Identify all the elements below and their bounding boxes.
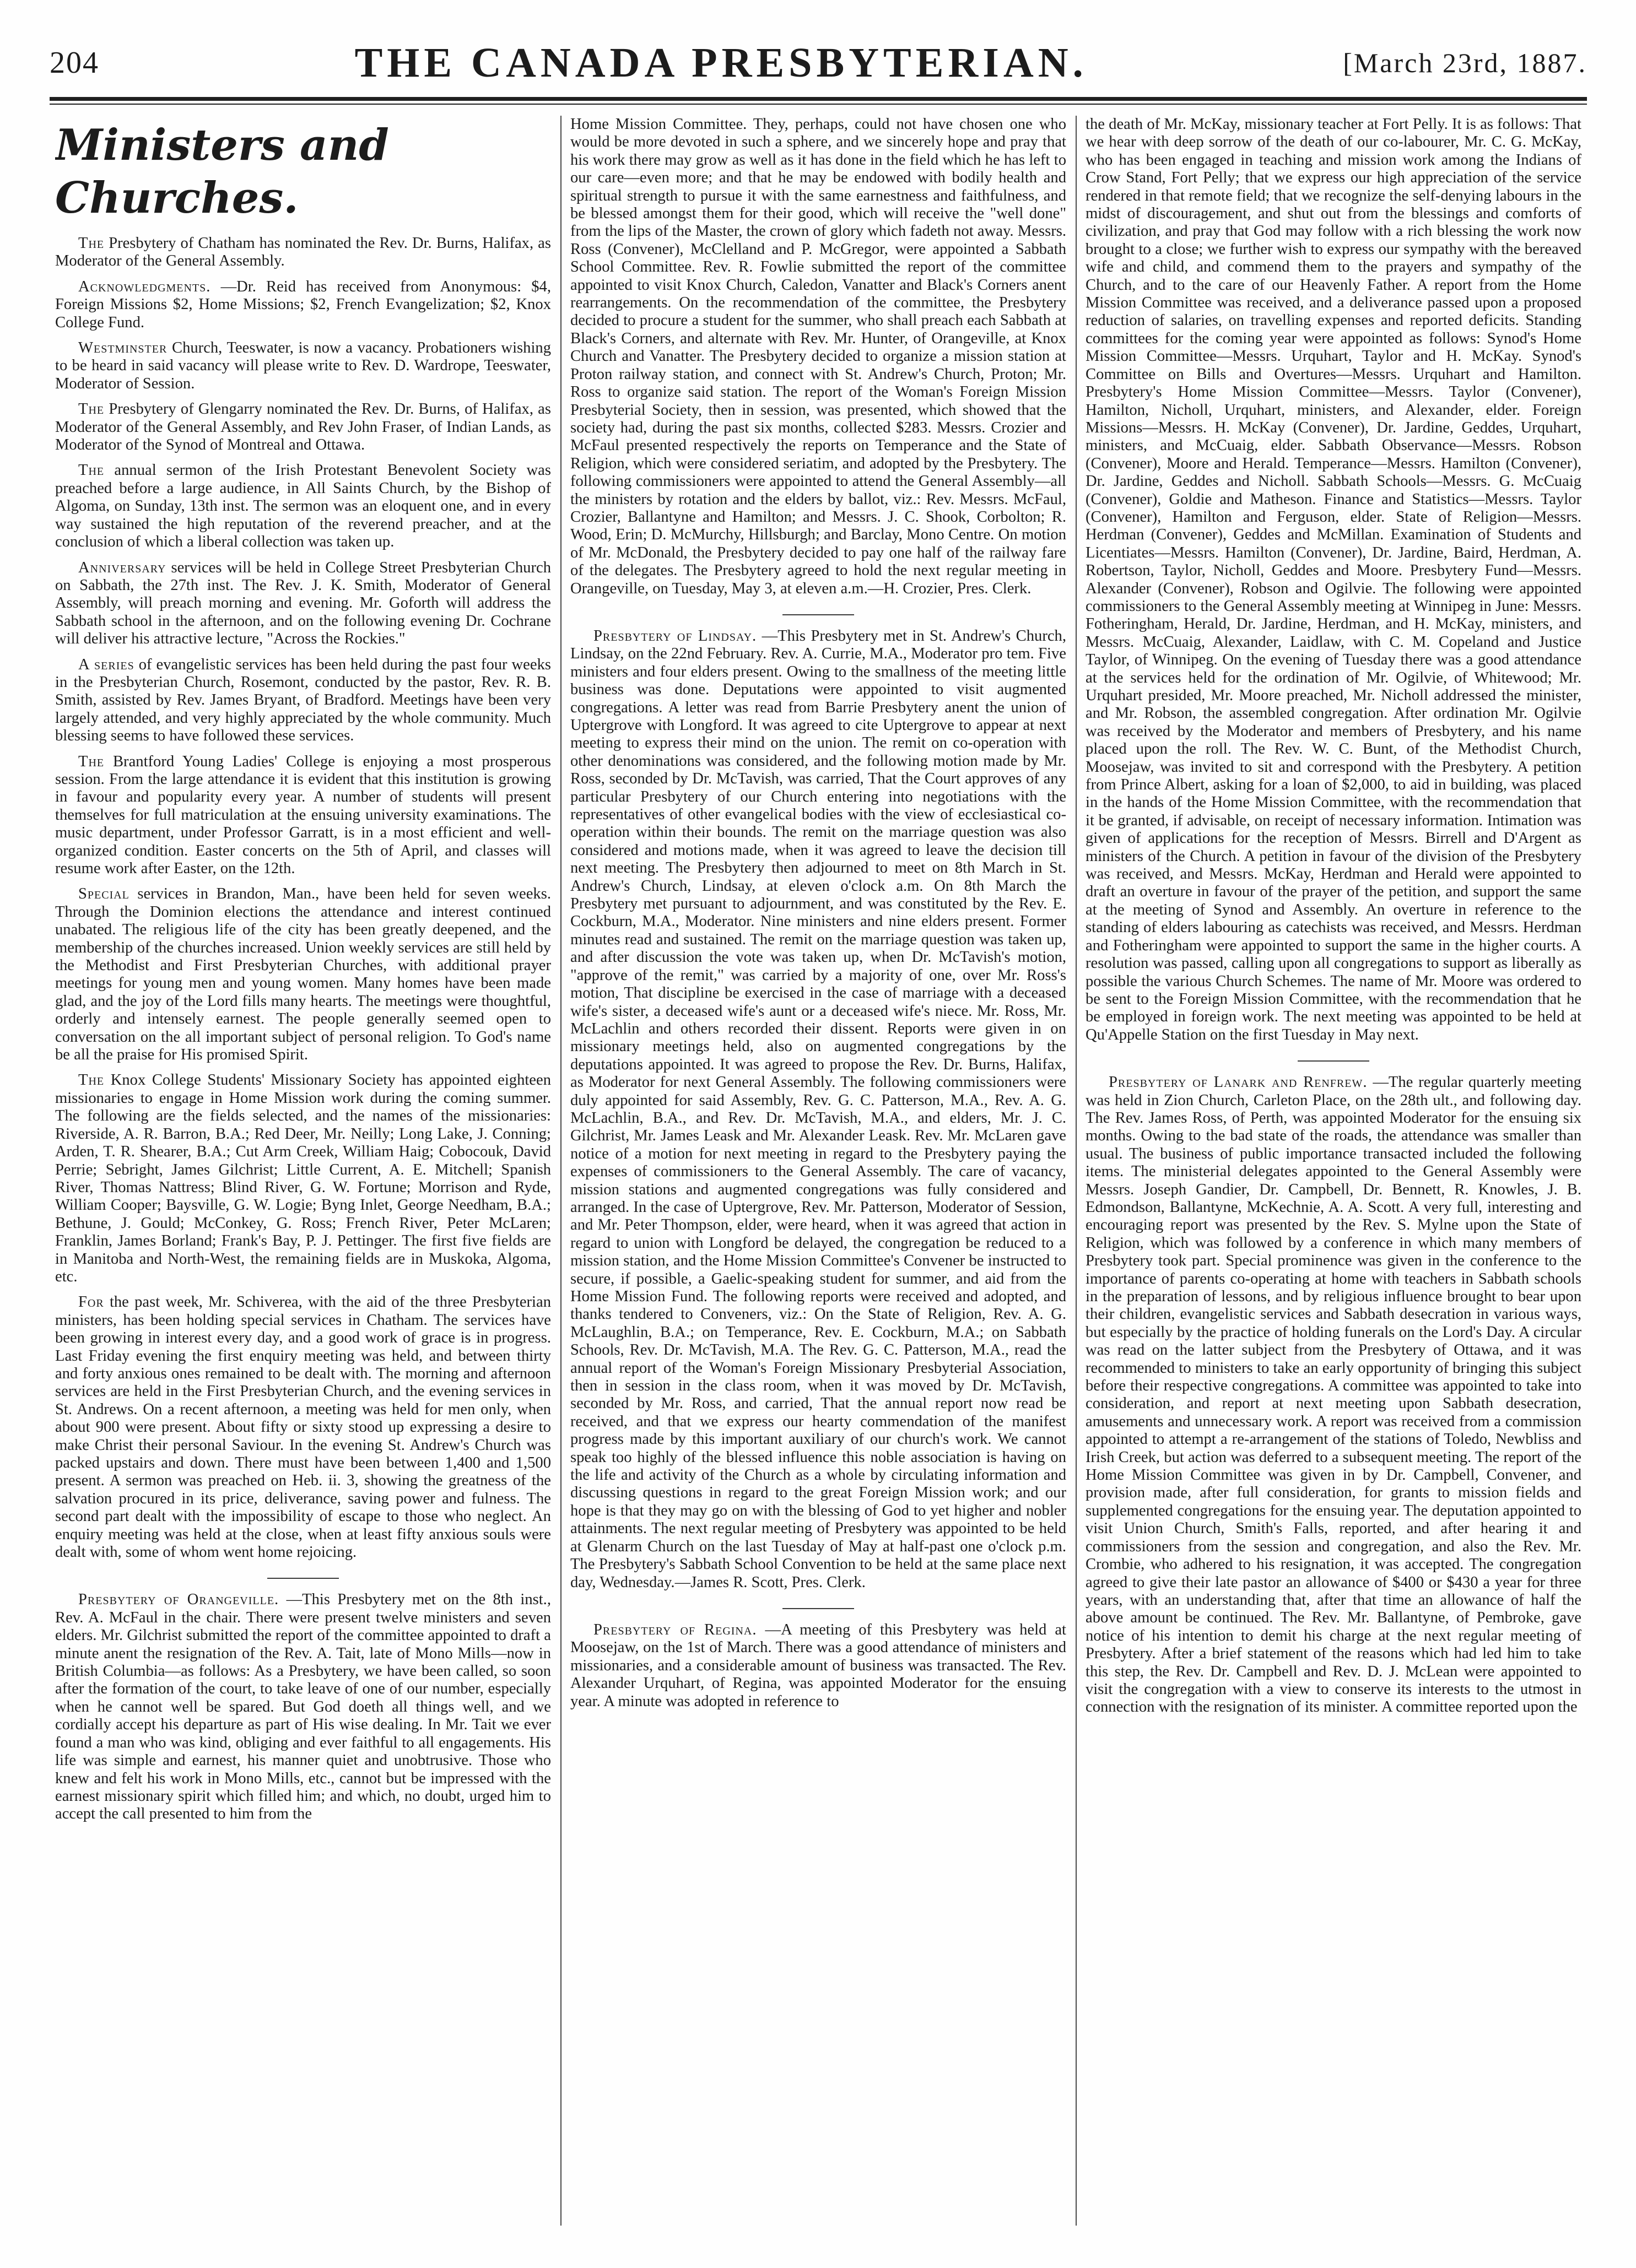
article-paragraph: [55, 462, 551, 551]
paragraph-lead: Special: [78, 885, 129, 903]
masthead: THE CANADA PRESBYTERIAN.: [354, 39, 1088, 86]
paragraph-text: Knox College Students' Missionary Society has appointed eighteen missionaries to engage in Home Mission work during the coming summer. The following are the fields selected, and the names of the missionaries: Riverside, A. R. Barron, B.A.; Red Deer, Mr. Neilly; Long Lake, J. Conning; Arden, T. R. Shearer, B.A.; Cut Arm Creek, William Haig; Cobocouk, David Perrie; Sebright, James Gilchrist; Little Current, A. E. Mitchell; Spanish River, Thomas Nattress; Blind River, G. W. Fortune; Morrison and Ryde, William Cooper; Baysville, G. W. Logie; Byng Inlet, George Needham, B.A.; Bethune, J. Gould; McConkey, G. Ross; French River, Peter McLaren; Franklin, James Borland; Frank's Bay, P. J. Pettinger. The first five fields are in Manitoba and North-West, the remaining fields are in Muskoka, Algoma, etc.: [55, 1071, 551, 1285]
issue-date: [March 23rd, 1887.: [1343, 47, 1587, 78]
article-paragraph: [55, 656, 551, 745]
paragraph-text: annual sermon of the Irish Protestant Benevolent Society was preached before a large audience, in All Saints Church, by the Bishop of Algoma, on Sunday, 13th inst. The sermon was an eloquent one, and in every way sustained the high reputation of the reverend preacher, and at the conclusion of which a liberal collection was taken up.: [55, 462, 551, 551]
paragraph-text: services in Brandon, Man., have been held for seven weeks. Through the Dominion elections the attendance and interest continued unabated. The religious life of the city has been greatly deepened, and the membership of the churches increased. Union weekly services are still held by the Methodist and First Presbyterian Churches, with additional prayer meetings for young men and young women. Many homes have been made glad, and the joy of the Lord fills many hearts. The meetings were thoughtful, orderly and intensely earnest. The people generally seemed open to conversation on the all important subject of personal religion. To God's name be all the praise for His promised Spirit.: [55, 885, 551, 1064]
paragraph-lead: Presbytery of Orangeville.: [78, 1591, 279, 1609]
paragraph-text: —This Presbytery met on the 8th inst., Rev. A. McFaul in the chair. There were present twelve ministers and seven elders. Mr. Gilchrist submitted the report of the committee appointed to draft a minute anent the resignation of the Rev. A. Tait, late of Mono Mills—now in British Columbia—as follows: As a Presbytery, we have been called, so soon after the formation of the court, to take leave of one of our number, especially when he cannot well be spared. But God doeth all things well, and we cordially accept his departure as part of His wise dealing. In Mr. Tait we ever found a man who was kind, obliging and ever faithful to all engagements. His life was simple and earnest, his manner quiet and unobtrusive. Those who knew and felt his work in Mono Mills, etc., cannot but be impressed with the earnest missionary spirit which filled him; and which, no doubt, urged him to accept the call presented to him from the: [55, 1591, 551, 1823]
article-paragraph: [55, 1293, 551, 1561]
paragraph-text: of evangelistic services has been held during the past four weeks in the Presbyterian Church, Rosemont, conducted by the pastor, Rev. R. B. Smith, assisted by Rev. James Bryant, of Bradford. Meetings have been very largely attended, and very highly appreciated by the whole community. Much blessing seems to have followed these services.: [55, 656, 551, 745]
article-paragraph: [55, 339, 551, 393]
article-paragraph: [55, 1591, 551, 1823]
column-divider: [1076, 116, 1077, 2226]
article-divider: [782, 1608, 854, 1609]
paragraph-text: —The regular quarterly meeting was held in Zion Church, Carleton Place, on the 28th ult., and following day. The Rev. James Ross, of Perth, was appointed Moderator for the ensuing six months. Owing to the bad state of the roads, the attendance was smaller than usual. The business of public importance transacted included the following items. The ministerial delegates appointed to the General Assembly were Messrs. Joseph Gandier, Dr. Campbell, Dr. Bennett, R. Knowles, J. B. Edmondson, Ballantyne, McKechnie, A. A. Scott. A very full, interesting and encouraging report was presented by the Rev. S. Mylne upon the State of Religion, which was followed by a conference in which many members of Presbytery took part. Special prominence was given in the conference to the importance of parents co-operating at home with teachers in Sabbath schools in the preparation of lessons, and by religious influence brought to bear upon their children, evangelistic services and Sabbath desecration in various ways, but especially by the practice of holding funerals on the Lord's Day. A circular was read on the latter subject from the Presbytery of Ottawa, and it was recommended to ministers to take an early opportunity of bringing this subject before their respective congregations. A committee was appointed to take into consideration, and report at next meeting upon Sabbath desecration, amusements and unnecessary work. A report was received from a commission appointed to attempt a re-arrangement of the stations of Toledo, Newbliss and Irish Creek, but action was deferred to a subsequent meeting. The report of the Home Mission Committee was given in by Dr. Campbell, Convener, and provision made, after full consideration, for grants to mission fields and supplemented congregations for the ensuing year. The deputation appointed to visit Union Church, Smith's Falls, reported, and after hearing it and commissioners from the session and congregation, and also the Rev. Mr. Crombie, who adhered to his resignation, it was accepted. The congregation agreed to give their late pastor an allowance of $400 or $430 a year for three years, with an understanding that, after that time an allowance of half the above amount be continued. The Rev. Mr. Ballantyne, of Pembroke, gave notice of his intention to demit his charge at the next regular meeting of Presbytery. After a brief statement of the reasons which had led him to take this step, the Rev. Dr. Campbell and Rev. D. J. McLean were appointed to visit the congregation with a view to conserve its interests to the utmost in connection with the resignation of its minister. A committee reported upon the: [1086, 1074, 1581, 1716]
column-2: [570, 116, 1066, 2237]
article-paragraph: [570, 627, 1066, 1592]
paragraph-lead: The: [78, 753, 105, 770]
article-divider: [1298, 1060, 1369, 1062]
paragraph-lead: Anniversary: [78, 559, 166, 576]
paragraph-lead: Presbytery of Lanark and Renfrew.: [1109, 1074, 1368, 1091]
article-paragraph: [1086, 116, 1581, 1044]
column-divider: [560, 116, 561, 2226]
paragraph-text: the past week, Mr. Schiverea, with the aid of the three Presbyterian ministers, has been holding special services in Chatham. The services have been growing in interest every day, and a good work of grace is in progress. Last Friday evening the first enquiry meeting was held, and between thirty and forty anxious ones remained to be dealt with. The morning and afternoon services are held in the First Presbyterian Church, and the evening services in St. Andrews. On a recent afternoon, a meeting was held for men only, when about 900 were present. About fifty or sixty stood up expressing a desire to make Christ their personal Saviour. In the evening St. Andrew's Church was packed upstairs and down. There must have been between 1,400 and 1,500 present. A sermon was preached on Heb. ii. 3, showing the greatness of the salvation procured in its price, deliverance, saving power and fulness. The second part dealt with the impossibility of escape to those who neglect. An enquiry meeting was held at the close, when at least fifty anxious souls were dealt with, some of whom went home rejoicing.: [55, 1293, 551, 1561]
paragraph-text: Home Mission Committee. They, perhaps, could not have chosen one who would be more devoted in such a sphere, and we sincerely hope and pray that his work there may grow as well as it has done in the field which he has left to our care—even more; and that he may be endowed with bodily health and spiritual strength to pursue it with the same earnestness and faithfulness, and be blessed amongst them for their good, which will receive the "well done" from the lips of the Master, the crown of glory which fadeth not away. Messrs. Ross (Convener), McClelland and P. McGregor, were appointed a Sabbath School Committee. Rev. R. Fowlie submitted the report of the committee appointed to visit Knox Church, Caledon, Vanatter and Black's Corners anent rearrangements. On the recommendation of the committee, the Presbytery decided to procure a student for the summer, who shall preach each Sabbath at Black's Corners, and alternate with Rev. Mr. Hunter, of Orangeville, at Knox Church and Vanatter. The Presbytery decided to organize a mission station at Proton railway station, and connect with St. Andrew's Church, Proton; Mr. Ross to organize said station. The report of the Woman's Foreign Mission Presbyterial Society, then in session, was presented, which showed that the society had, during the past six months, collected $283. Messrs. Crozier and McFaul presented respectively the reports on Temperance and the State of Religion, which were considered seriatim, and adopted by the Presbytery. The following commissioners were appointed to attend the General Assembly—all the ministers by rotation and the elders by ballot, viz.: Rev. Messrs. McFaul, Crozier, Ballantyne and Hamilton; and Messrs. J. C. Shook, Corbolton; R. Wood, Erin; D. McMurchy, Hillsburgh; and Barclay, Mono Centre. On motion of Mr. McDonald, the Presbytery decided to pay one half of the railway fare of the delegates. The Presbytery agreed to hold the next regular meeting in Orangeville, on Tuesday, May 3, at eleven a.m.—H. Crozier, Pres. Clerk.: [570, 116, 1066, 597]
paragraph-lead: Presbytery of Regina.: [593, 1621, 757, 1638]
header-rule: [50, 97, 1587, 101]
page-number: 204: [50, 46, 99, 80]
article-paragraph: [55, 235, 551, 270]
paragraph-text: Presbytery of Chatham has nominated the Rev. Dr. Burns, Halifax, as Moderator of the General Assembly.: [55, 235, 551, 270]
article-paragraph: [570, 116, 1066, 598]
article-paragraph: [55, 278, 551, 332]
paragraph-lead: The: [78, 235, 105, 252]
article-paragraph: [1086, 1074, 1581, 1717]
paragraph-text: Presbytery of Glengarry nominated the Rev. Dr. Burns, of Halifax, as Moderator of the General Assembly, and Rev John Fraser, of Indian Lands, as Moderator of the Synod of Montreal and Ottawa.: [55, 400, 551, 454]
paragraph-text: services will be held in College Street Presbyterian Church on Sabbath, the 27th inst. The Rev. J. K. Smith, Moderator of General Assembly, will preach morning and evening. Mr. Goforth will address the Sabbath school in the afternoon, and on the following evening Dr. Cochrane will deliver his attractive lecture, "Across the Rockies.": [55, 559, 551, 648]
paragraph-text: Church, Teeswater, is now a vacancy. Probationers wishing to be heard in said vacancy will please write to Rev. D. Wardrope, Teeswater, Moderator of Session.: [55, 339, 551, 392]
article-divider: [782, 614, 854, 615]
article-paragraph: [55, 753, 551, 878]
paragraph-text: the death of Mr. McKay, missionary teacher at Fort Pelly. It is as follows: That we hear with deep sorrow of the death of our co-labourer, Mr. C. G. McKay, who has been engaged in teaching and mission work among the Indians of Crow Stand, Fort Pelly; that we express our high appreciation of the service rendered in that remote field; that we recognize the self-denying labours in the midst of discouragement, and shut out from the blessings and comforts of civilization, and pray that God may follow with a rich blessing the work now brought to a close; we further wish to express our sympathy with the bereaved wife and child, and commend them to the prayers and sympathy of the Church, and to the care of our Heavenly Father. A report from the Home Mission Committee was received, and a deliverance passed upon a proposed reduction of salaries, on travelling expenses and reported deficits. Standing committees for the coming year were appointed as follows: Synod's Home Mission Committee—Messrs. Urquhart, Taylor and H. McKay. Synod's Committee on Bills and Overtures—Messrs. Urquhart and Hamilton. Presbytery's Home Mission Committee—Messrs. Taylor (Convener), Hamilton, Nicholl, Urquhart, ministers, and Alexander, elder. Foreign Missions—Messrs. H. McKay (Convener), Dr. Jardine, Geddes, Urquhart, ministers, and McCuaig, elder. Sabbath Observance—Messrs. Robson (Convener), Moore and Herald. Temperance—Messrs. Hamilton (Convener), Dr. Jardine, Geddes and Nicholl. Sabbath Schools—Messrs. G. McCuaig (Convener), Goldie and Matheson. Finance and Statistics—Messrs. Taylor (Convener), Hamilton and Ferguson, elder. State of Religion—Messrs. Herdman (Convener), Geddes and McMillan. Examination of Students and Licentiates—Messrs. Hamilton (Convener), Dr. Jardine, Baird, Herdman, A. Robertson, Taylor, Nicholl, Geddes and Moore. Presbytery Fund—Messrs. Alexander (Convener), Robson and Ogilvie. The following were appointed commissioners to the General Assembly meeting at Winnipeg in June: Messrs. Fotheringham, Herald, Dr. Jardine, Herdman, and H. McKay, ministers, and Messrs. McCuaig, Alexander, Laidlaw, with C. M. Copeland and Justice Taylor, of Winnipeg. On the evening of Tuesday there was a good attendance at the services held for the ordination of Mr. Ogilvie, of Whitewood; Mr. Urquhart presided, Mr. Moore preached, Mr. Nicholl addressed the minister, and Mr. Robson, the assembled congregation. After ordination Mr. Ogilvie was received by the Moderator and members of Presbytery, and his name placed upon the roll. The Rev. W. C. Bunt, of the Methodist Church, Moosejaw, was invited to sit and correspond with the Presbytery. A petition from Prince Albert, asking for a loan of $2,000, to aid in building, was placed in the hands of the Home Mission Committee, with the recommendation that it be granted, if advisable, on receipt of necessary information. Intimation was given of applications for the reception of Messrs. Birrell and D'Argent as ministers of the Church. A petition in favour of the division of the Presbytery was received, and Messrs. McKay, Herdman and Herald were appointed to draft an overture in favour of the prayer of the petition, and support the same at the meeting of Synod and Assembly. An overture in reference to the standing of elders labouring as catechists was received, and Messrs. Herdman and Fotheringham were appointed to support the same in the higher courts. A resolution was passed, calling upon all congregations to support as liberally as possible the various Church Schemes. The name of Mr. Moore was ordered to be sent to the Foreign Mission Committee, with the recommendation that he be employed in foreign work. The next meeting was appointed to be held at Qu'Appelle Station on the first Tuesday in May next.: [1086, 116, 1581, 1043]
paragraph-lead: Acknowledgments.: [78, 278, 211, 295]
paragraph-lead: For: [78, 1293, 104, 1311]
section-title: Ministers and Churches.: [55, 120, 389, 223]
paragraph-lead: A series: [78, 656, 134, 673]
article-paragraph: [55, 559, 551, 648]
header-rule-thin: [50, 104, 1587, 105]
paragraph-lead: The: [78, 462, 105, 479]
column-1: [55, 116, 551, 2237]
paragraph-text: —This Presbytery met in St. Andrew's Church, Lindsay, on the 22nd February. Rev. A. Currie, M.A., Moderator pro tem. Five ministers and four elders present. Owing to the smallness of the meeting little business was done. Deputations were appointed to visit augmented congregations. A letter was read from Barrie Presbytery anent the union of Uptergrove with Longford. It was agreed to cite Uptergrove to appear at next meeting to express their mind on the union. The remit on co-operation with other denominations was considered, and the following motion made by Mr. Ross, seconded by Dr. McTavish, was carried, That the Court approves of any particular Presbytery of our Church entering into negotiations with the representatives of other evangelical bodies with the view of ecclesiastical co-operation within their bounds. The remit on the marriage question was also considered and motions made, when it was agreed to leave the decision till next meeting. The Presbytery then adjourned to meet on 8th March in St. Andrew's Church, Lindsay, at eleven o'clock a.m. On 8th March the Presbytery met pursuant to adjournment, and was constituted by the Rev. E. Cockburn, M.A., Moderator. Nine ministers and nine elders present. Former minutes read and sustained. The remit on the marriage question was taken up, and after discussion the vote was taken up, when Dr. McTavish's motion, "approve of the remit," was carried by a majority of one, over Mr. Ross's motion, That discipline be exercised in the case of marriage with a deceased wife's sister, a deceased wife's aunt or a deceased wife's niece. Mr. Ross, Mr. McLachlin and others recorded their dissent. Reports were given in on missionary meetings held, also on augmented congregations by the deputations appointed. It was agreed to propose the Rev. Dr. Burns, Halifax, as Moderator for next General Assembly. The following commissioners were duly appointed for said Assembly, Rev. G. C. Patterson, M.A., Rev. A. G. McLachlin, B.A., and Rev. Dr. McTavish, M.A., and elders, Mr. J. C. Gilchrist, Mr. James Leask and Mr. Alexander Leask. Rev. Mr. McLaren gave notice of a motion for next meeting in regard to the Presbytery paying the expenses of commissioners to the General Assembly. The care of vacancy, mission stations and augmented congregations was fully considered and arranged. In the case of Uptergrove, Rev. Mr. Patterson, Moderator of Session, and Mr. Peter Thompson, elder, were heard, when it was agreed that action in regard to union with Longford be delayed, the congregation be reduced to a mission station, and the Home Mission Committee's Convener be instructed to secure, if possible, a Gaelic-speaking student for summer, and aid from the Home Mission Fund. The following reports were received and adopted, and thanks tendered to Conveners, viz.: On the State of Religion, Rev. A. G. McLaughlin, B.A.; on Temperance, Rev. E. Cockburn, M.A.; on Sabbath Schools, Rev. Dr. McTavish, M.A. The Rev. G. C. Patterson, M.A., read the annual report of the Woman's Foreign Missionary Presbyterial Association, then in session in the class room, when it was moved by Dr. McTavish, seconded by Mr. Ross, and carried, That the annual report now read be received, and that we express our hearty commendation of the manifest progress made by this important auxiliary of our church's work. We cannot speak too highly of the blessed influence this noble association is having on the life and activity of the Church as a whole by circulating information and discussing questions in regard to the great Foreign Mission work; and our hope is that they may go on with the blessing of God to yet higher and nobler attainments. The next regular meeting of Presbytery was appointed to be held at Glenarm Church on the last Tuesday of May at half-past one o'clock p.m. The Presbytery's Sabbath School Convention to be held at the same place next day, Wednesday.—James R. Scott, Pres. Clerk.: [570, 627, 1066, 1591]
article-paragraph: [570, 1621, 1066, 1711]
paragraph-text: Brantford Young Ladies' College is enjoying a most prosperous session. From the large attendance it is evident that this institution is growing in favour and popularity every year. A number of students will present themselves for full matriculation at the ensuing university examinations. The music department, under Professor Garratt, is in a most efficient and well-organized condition. Easter concerts on the 5th of April, and classes will resume work after Easter, on the 12th.: [55, 753, 551, 877]
paragraph-lead: Westminster: [78, 339, 168, 357]
paragraph-lead: The: [78, 400, 105, 418]
column-3: [1086, 116, 1581, 2237]
paragraph-lead: Presbytery of Lindsay.: [593, 627, 757, 645]
article-paragraph: [55, 1071, 551, 1286]
page-header: [50, 32, 1587, 94]
paragraph-text: —A meeting of this Presbytery was held at Moosejaw, on the 1st of March. There was a good attendance of ministers and missionaries, and a considerable amount of business was transacted. The Rev. Alexander Urquhart, of Regina, was appointed Moderator for the ensuing year. A minute was adopted in reference to: [570, 1621, 1066, 1710]
paragraph-text: —Dr. Reid has received from Anonymous: $4, Foreign Missions $2, Home Missions; $2, French Evangelization; $2, Knox College Fund.: [55, 278, 551, 331]
paragraph-lead: The: [78, 1071, 105, 1089]
article-paragraph: [55, 885, 551, 1064]
article-paragraph: [55, 400, 551, 454]
article-divider: [267, 1578, 339, 1579]
